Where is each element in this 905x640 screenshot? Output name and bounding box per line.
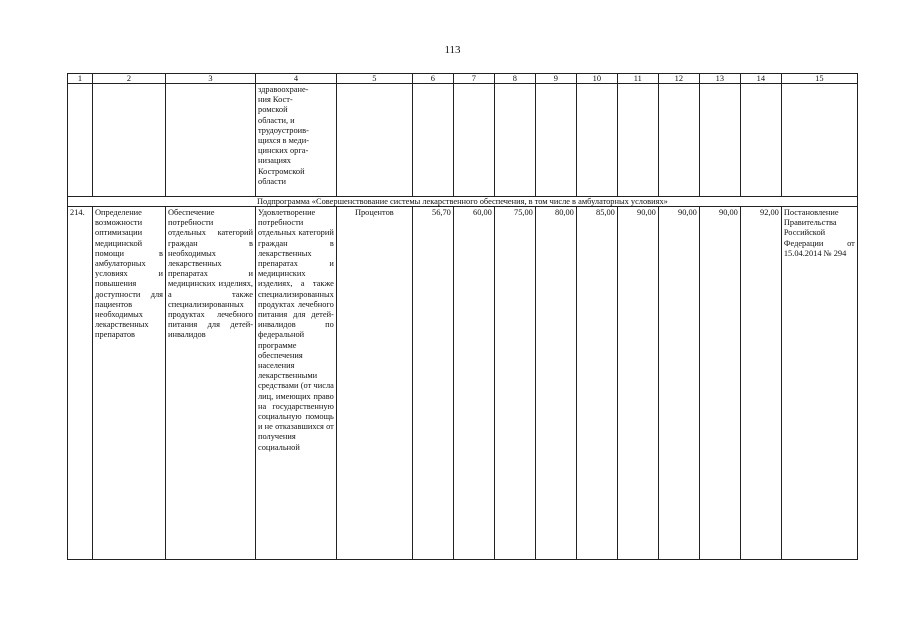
- header-cell: 9: [535, 74, 576, 84]
- header-cell: 5: [336, 74, 412, 84]
- row-value: 85,00: [576, 207, 617, 560]
- subprogram-row: [68, 197, 858, 207]
- row-value: 90,00: [699, 207, 740, 560]
- row-value: 90,00: [617, 207, 658, 560]
- document-table: [67, 73, 858, 560]
- header-cell: 3: [166, 74, 256, 84]
- row-measure: Определение возможности оптимизации медицинской помощи в амбулаторных условиях и повышения доступности для пациентов необходимых лекарственных препаратов: [93, 207, 166, 560]
- table-cell: [68, 84, 93, 197]
- row-value: 60,00: [453, 207, 494, 560]
- table-cell: [336, 84, 412, 197]
- header-cell: 4: [256, 74, 337, 84]
- row-value: 90,00: [658, 207, 699, 560]
- table-cell: [412, 84, 453, 197]
- continuation-col4: здравоохране- ния Кост- ромской области, и трудоустроив- щихся в меди- цинских орга- низациях Костромской области: [256, 84, 337, 197]
- header-cell: 13: [699, 74, 740, 84]
- row-value: 75,00: [494, 207, 535, 560]
- header-cell: 15: [781, 74, 857, 84]
- header-cell: 1: [68, 74, 93, 84]
- header-row: [68, 74, 858, 84]
- header-cell: 14: [740, 74, 781, 84]
- row-value: 56,70: [412, 207, 453, 560]
- header-cell: 6: [412, 74, 453, 84]
- table-row: [68, 207, 858, 560]
- table-cell: [166, 84, 256, 197]
- table-cell: [781, 84, 857, 197]
- row-goal: Обеспечение потребности отдельных категорий граждан в необходимых лекарственных препаратах и медицинских изделиях, а также специализированных продуктах лечебного питания для детей-инвалидов: [166, 207, 256, 560]
- header-cell: 11: [617, 74, 658, 84]
- page-number: 113: [444, 44, 461, 56]
- header-cell: 12: [658, 74, 699, 84]
- table-cell: [658, 84, 699, 197]
- row-value: 92,00: [740, 207, 781, 560]
- row-value: 80,00: [535, 207, 576, 560]
- header-cell: 7: [453, 74, 494, 84]
- row-legal-basis: Постановление Правительства Российской Федерации от 15.04.2014 № 294: [781, 207, 857, 560]
- table-cell: [93, 84, 166, 197]
- table-cell: [740, 84, 781, 197]
- table-cell: [576, 84, 617, 197]
- table-cell: [617, 84, 658, 197]
- row-number: 214.: [68, 207, 93, 560]
- header-cell: 2: [93, 74, 166, 84]
- table-cell: [535, 84, 576, 197]
- subprogram-title: Подпрограмма «Совершенствование системы лекарственного обеспечения, в том числе в амбулаторных условиях»: [68, 197, 858, 207]
- table-cell: [699, 84, 740, 197]
- row-unit: Процентов: [336, 207, 412, 560]
- table-cell: [453, 84, 494, 197]
- table-cell: [494, 84, 535, 197]
- header-cell: 8: [494, 74, 535, 84]
- header-cell: 10: [576, 74, 617, 84]
- row-indicator: Удовлетворение потребности отдельных категорий граждан в лекарственных препаратах и медицинских изделиях, а также специализированных продуктах лечебного питания для детей-инвалидов по федеральной программе обеспечения населения лекарственными средствами (от числа лиц, имеющих право на государственную социальную помощь и не отказавшихся от получения социальной: [256, 207, 337, 560]
- continuation-row: [68, 84, 858, 197]
